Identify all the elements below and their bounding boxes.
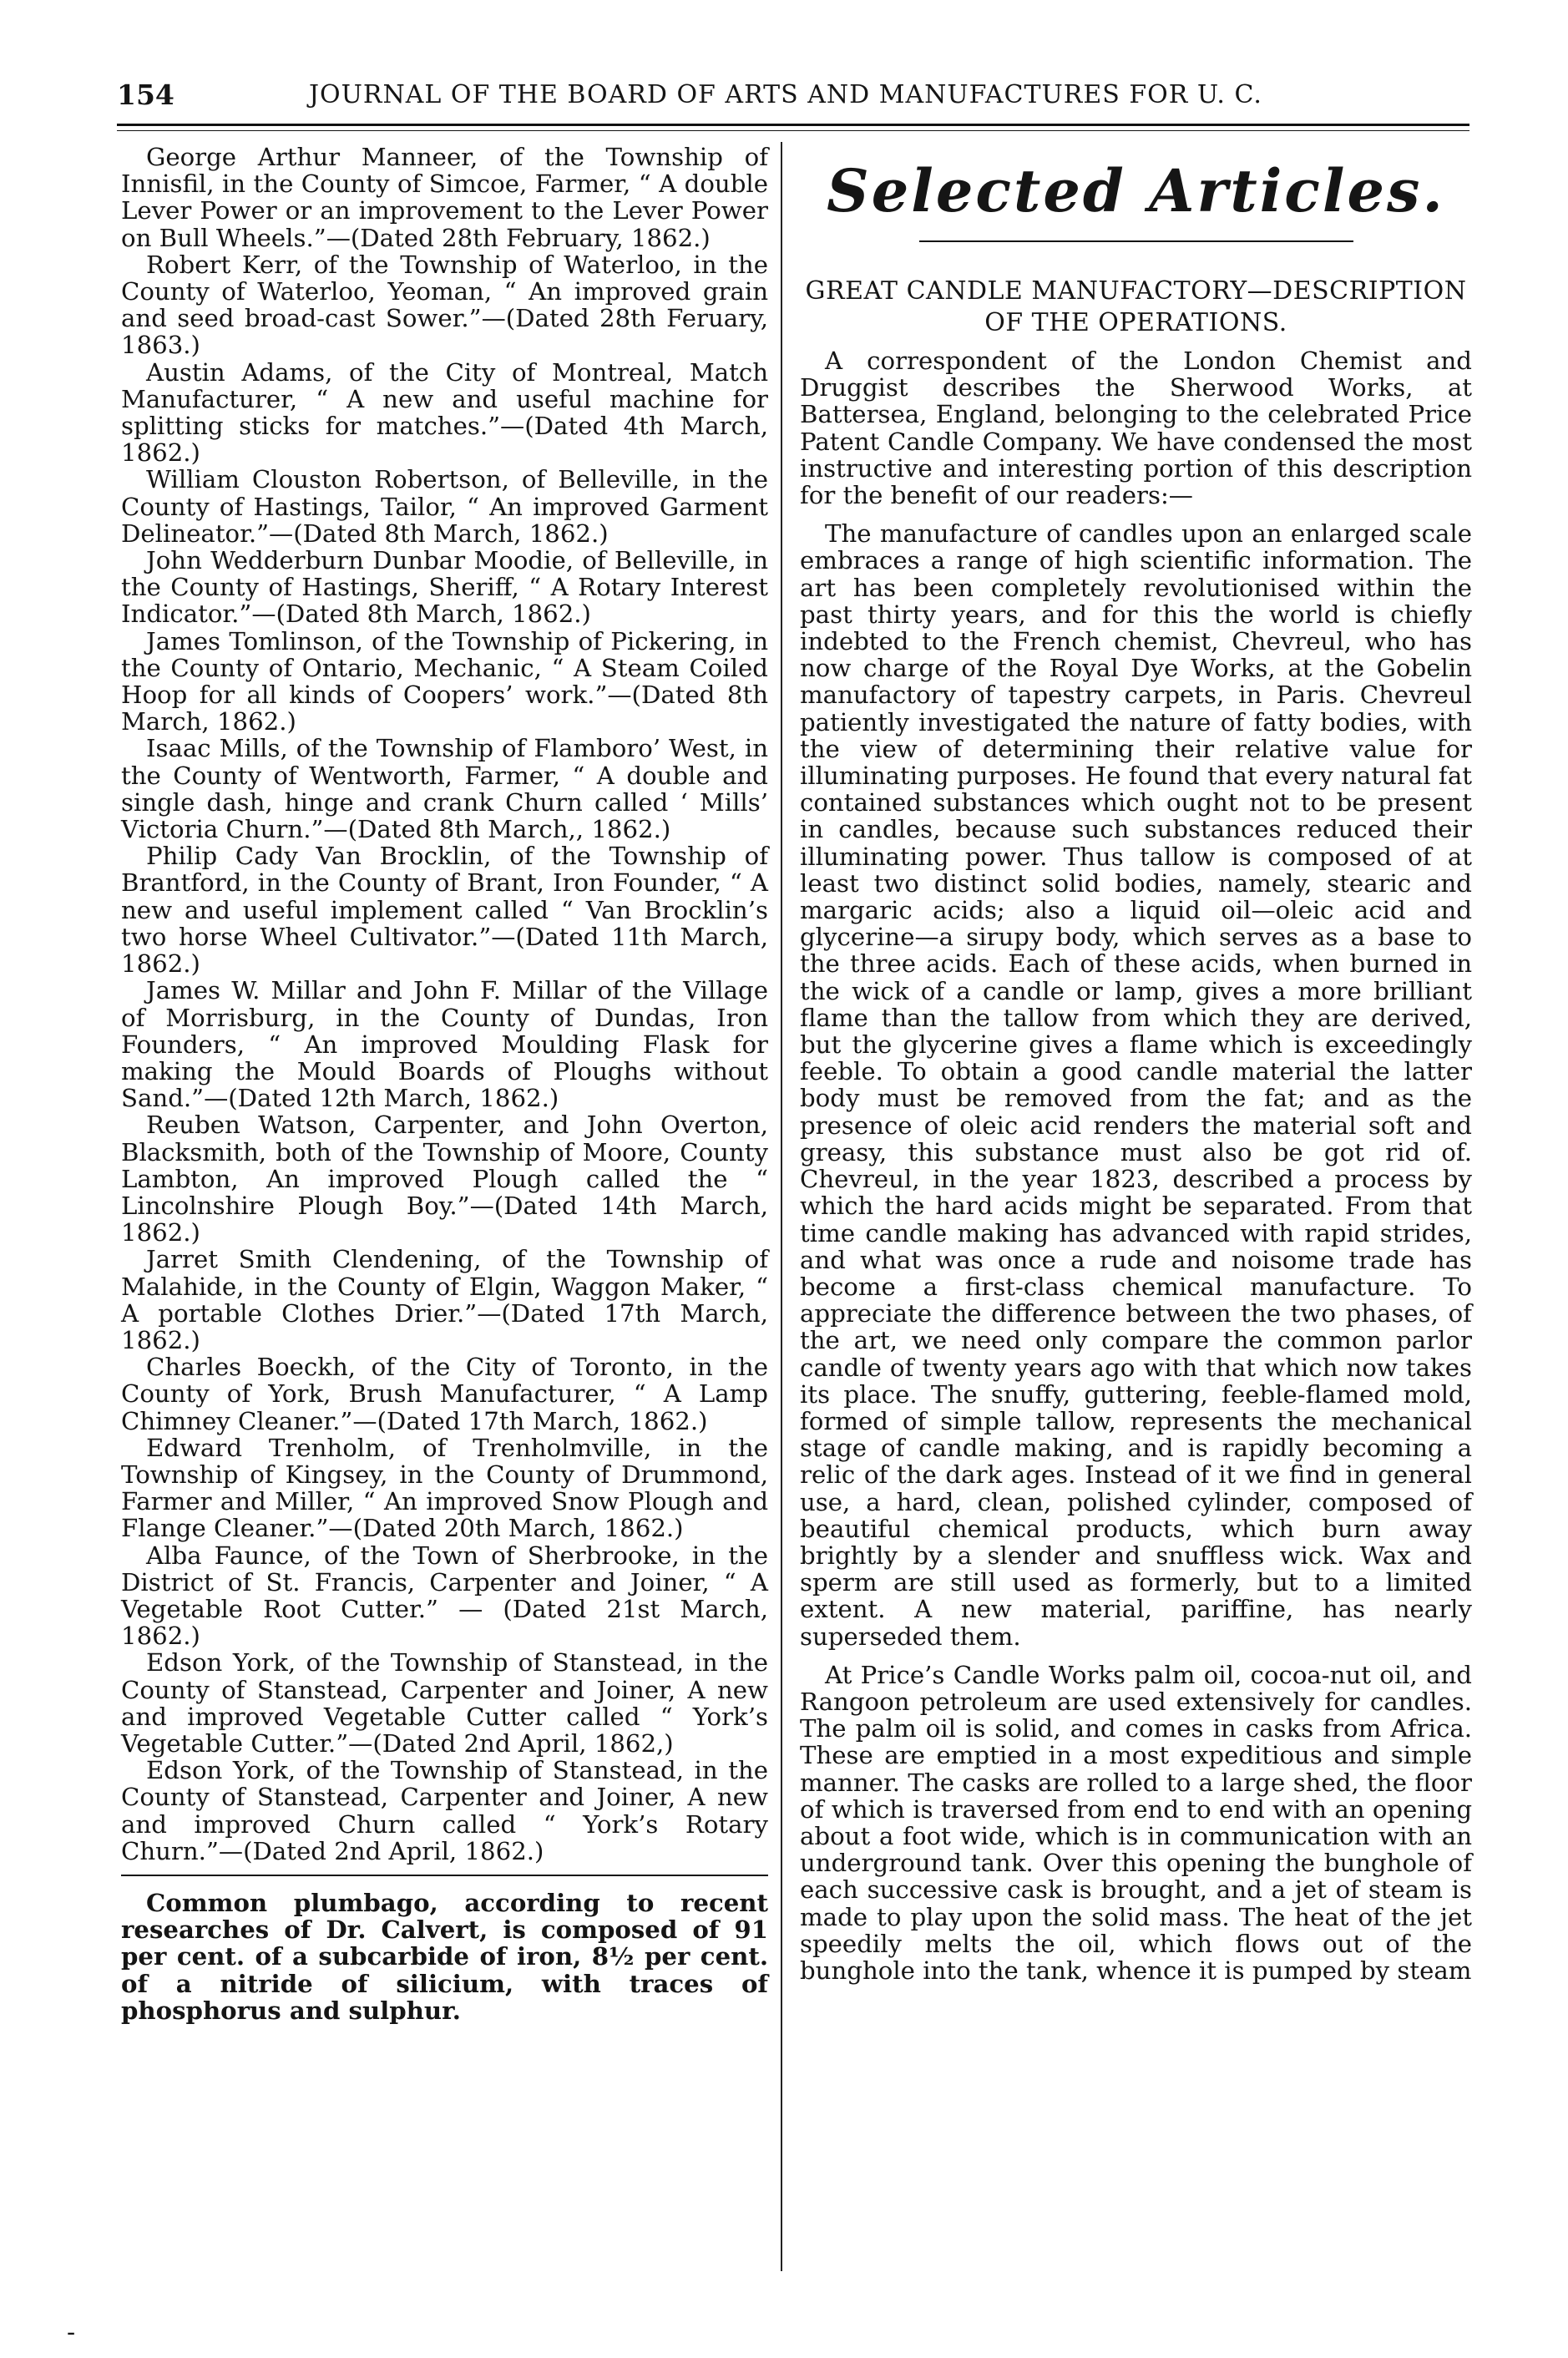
article-paragraph: At Price’s Candle Works palm oil, cocoa-nut oil, and Rangoon petroleum are used extensively for candles. The palm oil is solid, and comes in casks from Africa. These are emptied in a most expeditious and simple manner. The casks are rolled to a large shed, the floor of which is traversed from end to end with an opening about a foot wide, which is in communication with an underground tank. Over this opening the bunghole of each successive cask is brought, and a jet of steam is made to play upon the solid mass. The heat of the jet speedily melts the oil, which flows out of the bunghole into the tank, whence it is pumped by steam xyxy=(800,1660,1472,1985)
patent-entry: Edson York, of the Township of Stanstead, in the County of Stanstead, Carpenter and Joiner, A new and improved Churn called “ York’s Rotary Churn.”—(Dated 2nd April, 1862.) xyxy=(121,1756,768,1865)
right-column xyxy=(800,144,1472,1984)
column-divider xyxy=(781,142,782,2271)
patent-entry: Philip Cady Van Brocklin, of the Township of Brantford, in the County of Brant, Iron Founder, “ A new and useful implement called “ Van Brocklin’s two horse Wheel Cultivator.”—(Dated 11th March, 1862.) xyxy=(121,842,768,979)
article-heading: GREAT CANDLE MANUFACTORY—DESCRIPTION OF THE OPERATIONS. xyxy=(805,276,1467,337)
patent-entry: William Clouston Robertson, of Belleville, in the County of Hastings, Tailor, “ An improved Garment Delineator.”—(Dated 8th March, 1862.) xyxy=(121,465,768,548)
header-rule-thin xyxy=(117,130,1469,131)
patent-entry: James Tomlinson, of the Township of Pickering, in the County of Ontario, Mechanic, “ A Steam Coiled Hoop for all kinds of Coopers’ work.”—(Dated 8th March, 1862.) xyxy=(121,626,768,736)
left-column xyxy=(121,144,768,2024)
patent-entry: Edward Trenholm, of Trenholmville, in the Township of Kingsey, in the County of Drummond, Farmer and Miller, “ An improved Snow Plough and Flange Cleaner.”—(Dated 20th March, 1862.) xyxy=(121,1433,768,1543)
patent-entry: Reuben Watson, Carpenter, and John Overton, Blacksmith, both of the Township of Moore, County Lambton, An improved Plough called the “ Lincolnshire Plough Boy.”—(Dated 14th March, 1862.) xyxy=(121,1111,768,1247)
header-rule xyxy=(117,124,1469,126)
patent-entry: Alba Faunce, of the Town of Sherbrooke, in the District of St. Francis, Carpenter and Joiner, “ A Vegetable Root Cutter.” — (Dated 21st March, 1862.) xyxy=(121,1541,768,1651)
patent-entry: Edson York, of the Township of Stanstead, in the County of Stanstead, Carpenter and Joiner, A new and improved Vegetable Cutter called “ York’s Vegetable Cutter.”—(Dated 2nd April, 1862,) xyxy=(121,1648,768,1758)
section-title: Selected Articles. xyxy=(827,156,1445,225)
patent-entry: Jarret Smith Clendening, of the Township of Malahide, in the County of Elgin, Waggon Maker, “ A portable Clothes Drier.”—(Dated 17th March, 1862.) xyxy=(121,1245,768,1354)
margin-mark: - xyxy=(67,2318,76,2347)
section-separator xyxy=(121,1875,768,1876)
article-paragraph: The manufacture of candles upon an enlarged scale embraces a range of high scientific information. The art has been completely revolutionised within the past thirty years, and for this the world is chiefly indebted to the French chemist, Chevreul, who has now charge of the Royal Dye Works, at the Gobelin manufactory of tapestry carpets, in Paris. Chevreul patiently investigated the nature of fatty bodies, with the view of determining their relative value for illuminating purposes. He found that every natural fat contained substances which ought not to be present in candles, because such substances reduced their illuminating power. Thus tallow is composed of at least two distinct solid bodies, namely, stearic and margaric acids; also a liquid oil—oleic acid and glycerine—a sirupy body, which serves as a base to the three acids. Each of these acids, when burned in the wick of a candle or lamp, gives a more brilliant flame than the tallow from which they are derived, but the glycerine gives a flame which is exceedingly feeble. To obtain a good candle material the latter body must be removed from the fat; and as the presence of oleic acid renders the material soft and greasy, this substance must also be got rid of. Chevreul, in the year 1823, described a process by which the hard acids might be separated. From that time candle making has advanced with rapid strides, and what was once a rude and noisome trade has become a first-class chemical manufacture. To appreciate the difference between the two phases, of the art, we need only compare the common parlor candle of twenty years ago with that which now takes its place. The snuffy, guttering, feeble-flamed mold, formed of simple tallow, represents the mechanical stage of candle making, and is rapidly becoming a relic of the dark ages. Instead of it we find in general use, a hard, clean, polished cylinder, composed of beautiful chemical products, which burn away brightly by a slender and snuffless wick. Wax and sperm are still used as formerly, but to a limited extent. A new material, pariffine, has nearly superseded them. xyxy=(800,519,1472,1651)
page-number: 154 xyxy=(117,78,175,111)
patent-entry: Robert Kerr, of the Township of Waterloo, in the County of Waterloo, Yeoman, “ An improved grain and seed broad-cast Sower.”—(Dated 28th Feruary, 1863.) xyxy=(121,250,768,360)
patent-entry: Charles Boeckh, of the City of Toronto, in the County of York, Brush Manufacturer, “ A Lamp Chimney Cleaner.”—(Dated 17th March, 1862.) xyxy=(121,1353,768,1435)
running-title: JOURNAL OF THE BOARD OF ARTS AND MANUFACTURES FOR U. C. xyxy=(309,80,1262,109)
article-paragraph: A correspondent of the London Chemist and Druggist describes the Sherwood Works, at Battersea, England, belonging to the celebrated Price Patent Candle Company. We have condensed the most instructive and interesting portion of this description for the benefit of our readers:— xyxy=(800,347,1472,510)
patent-entry: James W. Millar and John F. Millar of the Village of Morrisburg, in the County of Dundas, Iron Founders, “ An improved Moulding Flask for making the Mould Boards of Ploughs without Sand.”—(Dated 12th March, 1862.) xyxy=(121,976,768,1113)
patent-entry: John Wedderburn Dunbar Moodie, of Belleville, in the County of Hastings, Sheriff, “ A Rotary Interest Indicator.”—(Dated 8th March, 1862.) xyxy=(121,546,768,629)
title-rule xyxy=(919,240,1353,242)
patent-entry: Austin Adams, of the City of Montreal, Match Manufacturer, “ A new and useful machine for splitting sticks for matches.”—(Dated 4th March, 1862.) xyxy=(121,357,768,468)
page-header xyxy=(117,58,1469,125)
patent-entry: George Arthur Manneer, of the Township of Innisfil, in the County of Simcoe, Farmer, “ A double Lever Power or an improvement to the Lever Power on Bull Wheels.”—(Dated 28th February, 1862.) xyxy=(121,143,768,252)
patent-entry: Isaac Mills, of the Township of Flamboro’ West, in the County of Wentworth, Farmer, “ A double and single dash, hinge and crank Churn called ‘ Mills’ Victoria Churn.”—(Dated 8th March,, 1862.) xyxy=(121,734,768,844)
plumbago-note: Common plumbago, according to recent researches of Dr. Calvert, is composed of 91 per cent. of a subcarbide of iron, 8½ per cent. of a nitride of silicium, with traces of phosphorus and sulphur. xyxy=(121,1889,768,2025)
